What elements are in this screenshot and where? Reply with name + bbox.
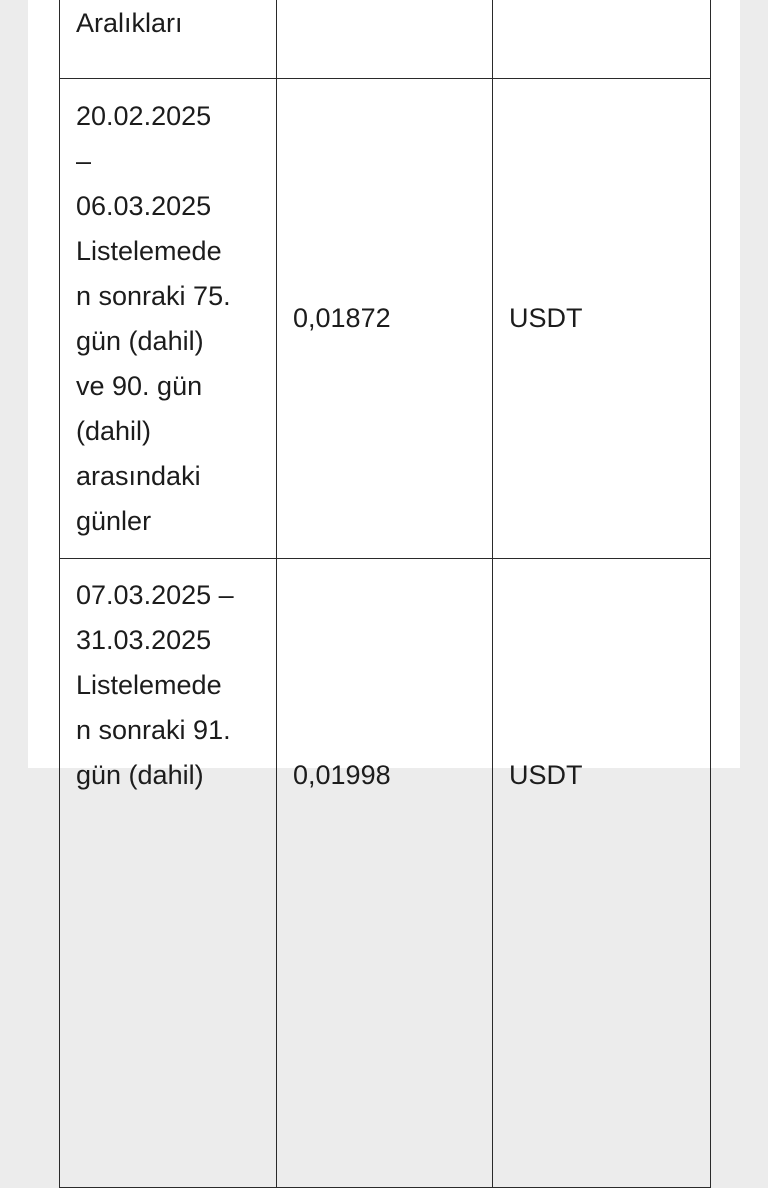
header-purchase-price — [277, 0, 493, 79]
period-cell — [60, 559, 277, 1188]
period-text: 07.03.2025 – — [76, 580, 234, 610]
period-text: (dahil) — [76, 415, 152, 446]
price-cell: 0,01998 — [277, 559, 493, 1188]
purchase-schedule-table — [59, 0, 711, 1188]
period-text: – — [76, 145, 92, 176]
period-text: 20.02.2025 — [76, 100, 212, 131]
period-text: 06.03.2025 — [76, 190, 212, 221]
period-text: ve 90. gün — [76, 370, 203, 401]
header-text: Aralıkları — [76, 8, 183, 38]
pair-cell: USDT — [493, 559, 711, 1188]
period-text: gün (dahil) — [76, 760, 204, 790]
table-row — [60, 559, 711, 1188]
period-text: 31.03.2025 — [76, 625, 212, 655]
period-cell — [60, 79, 277, 559]
header-text — [293, 0, 476, 1]
header-purchase-pair — [493, 0, 711, 79]
period-text: n sonraki 75. — [76, 280, 231, 311]
period-text: n sonraki 91. — [76, 715, 231, 745]
header-date-ranges — [60, 0, 277, 79]
header-text — [509, 0, 694, 1]
price-cell: 0,01872 — [277, 79, 493, 559]
document-page — [28, 0, 740, 790]
pair-cell: USDT — [493, 79, 711, 559]
table-header-row — [60, 0, 711, 79]
period-text: Listelemede — [76, 670, 222, 700]
period-text: günler — [76, 505, 152, 536]
period-text: Listelemede — [76, 235, 222, 266]
period-text: arasındaki — [76, 460, 201, 491]
period-text: gün (dahil) — [76, 325, 204, 356]
table-row — [60, 79, 711, 559]
